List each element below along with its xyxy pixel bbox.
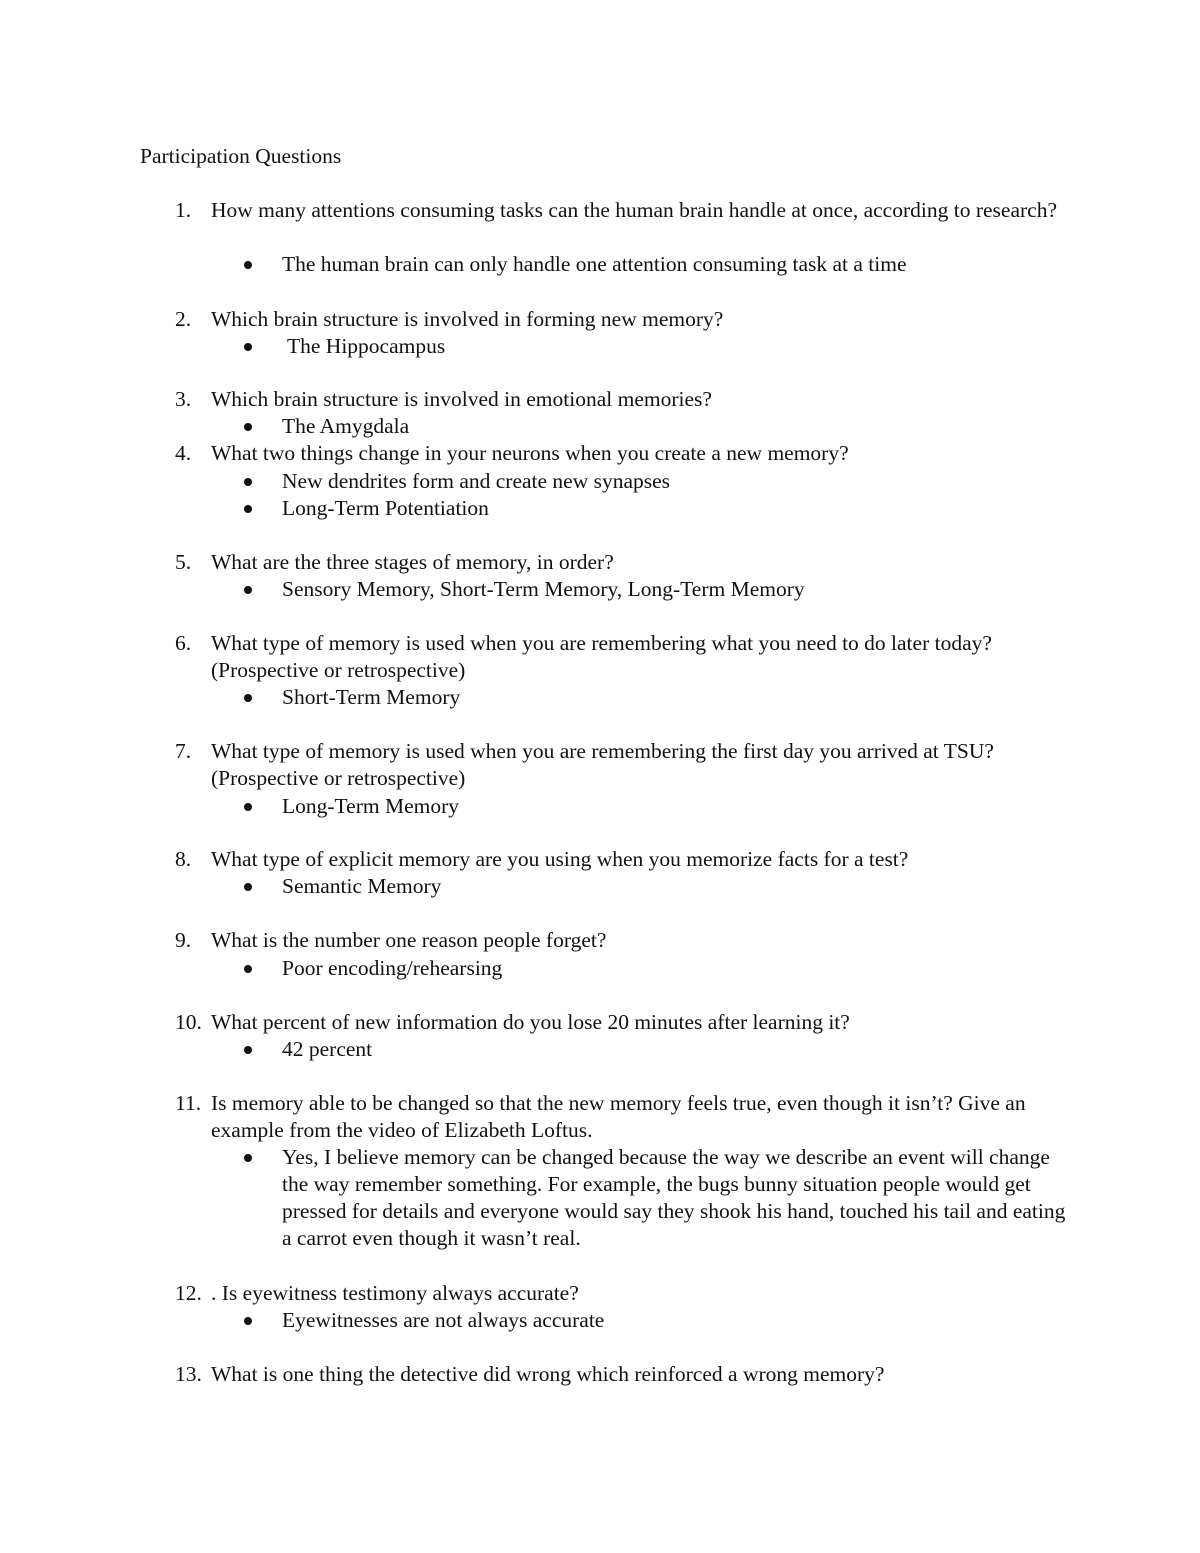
question-text: What is the number one reason people forget? [211,928,607,952]
question-number: 10. [175,1010,202,1034]
bullet-icon [244,1317,252,1325]
question-text: Which brain structure is involved in emotional memories? [211,387,712,411]
question-text: What two things change in your neurons when you create a new memory? [211,441,849,465]
answer-text: Poor encoding/rehearsing [282,956,503,980]
question-text: Which brain structure is involved in forming new memory? [211,307,724,331]
bullet-icon [244,1154,252,1162]
bullet-icon [244,803,252,811]
answer-text: The Amygdala [282,414,410,438]
question-number: 11. [175,1091,202,1115]
answer-text: 42 percent [282,1037,373,1061]
bullet-icon [244,883,252,891]
document-title: Participation Questions [140,144,342,168]
answer-text: The Hippocampus [282,334,446,358]
question-text: What type of memory is used when you are remembering what you need to do later today? (Prospective or retrospective) [211,631,992,682]
answer-text: Long-Term Potentiation [282,496,489,520]
question-number: 7. [175,739,192,763]
question-number: 1. [175,198,192,222]
question-number: 5. [175,550,192,574]
question-text: What type of memory is used when you are remembering the first day you arrived at TSU? (Prospective or retrospective) [211,739,994,790]
answer-text: Sensory Memory, Short-Term Memory, Long-Term Memory [282,577,805,601]
question-text: What are the three stages of memory, in order? [211,550,614,574]
answer-text: Long-Term Memory [282,794,460,818]
question-number: 6. [175,631,192,655]
bullet-icon [244,586,252,594]
question-text: What is one thing the detective did wrong which reinforced a wrong memory? [211,1362,885,1386]
question-number: 2. [175,307,192,331]
bullet-icon [244,261,252,269]
bullet-icon [244,965,252,973]
bullet-icon [244,478,252,486]
question-number: 13. [175,1362,202,1386]
question-text: . Is eyewitness testimony always accurate? [211,1281,579,1305]
answer-text: Eyewitnesses are not always accurate [282,1308,605,1332]
answer-text: The human brain can only handle one attention consuming task at a time [282,252,907,276]
question-text: What percent of new information do you lose 20 minutes after learning it? [211,1010,850,1034]
answer-text: Yes, I believe memory can be changed because the way we describe an event will change the way remember something. For example, the bugs bunny situation people would get pressed for details and everyone would say they shook his hand, touched his tail and eating a carrot even though it wasn’t real. [282,1145,1066,1250]
question-number: 4. [175,441,192,465]
question-number: 3. [175,387,192,411]
answer-text: Semantic Memory [282,874,442,898]
question-number: 12. [175,1281,202,1305]
bullet-icon [244,1046,252,1054]
answer-text: Short-Term Memory [282,685,461,709]
question-number: 8. [175,847,192,871]
question-number: 9. [175,928,192,952]
question-text: Is memory able to be changed so that the new memory feels true, even though it isn’t? Give an example from the video of Elizabeth Loftus. [211,1091,1026,1142]
answer-text: New dendrites form and create new synapses [282,469,671,493]
bullet-icon [244,343,252,351]
bullet-icon [244,505,252,513]
bullet-icon [244,423,252,431]
question-text: What type of explicit memory are you using when you memorize facts for a test? [211,847,909,871]
question-text: How many attentions consuming tasks can the human brain handle at once, according to research? [211,198,1057,222]
bullet-icon [244,694,252,702]
